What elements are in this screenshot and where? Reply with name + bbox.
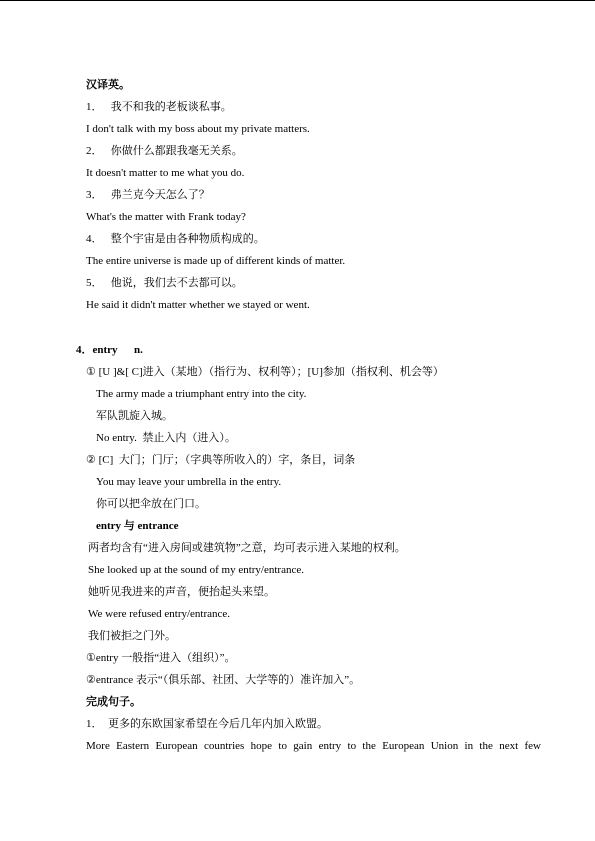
item-number: 2．: [86, 145, 103, 157]
translation-item-3: [86, 188, 210, 202]
comparison-note-2: ②entrance 表示“（俱乐部、社团、大学等的）准许加入”。: [86, 674, 361, 686]
entry-sense-2-example-zh: 你可以把伞放在门口。: [96, 498, 206, 510]
translation-answer-1: I don't talk with my boss about my private matters.: [86, 123, 310, 135]
translation-item-4: [86, 232, 265, 246]
completion-item-1-chinese: 1． 更多的东欧国家希望在今后几年内加入欧盟。: [86, 718, 328, 730]
entry-sense-1-example-2: No entry. 禁止入内（进入）。: [96, 432, 236, 444]
translation-answer-5: He said it didn't matter whether we stayed or went.: [86, 299, 310, 311]
comparison-example-1-en: She looked up at the sound of my entry/entrance.: [88, 564, 304, 576]
translation-heading: 汉译英。: [86, 79, 130, 91]
item-number: 1．: [86, 101, 103, 113]
item-chinese: 你做什么都跟我毫无关系。: [110, 145, 243, 157]
item-number: 3．: [86, 189, 103, 201]
item-chinese: 我不和我的老板谈私事。: [110, 101, 232, 113]
comparison-note-1: ①entry 一般指“进入（组织）”。: [86, 652, 236, 664]
entry-sense-2-definition: ② [C] 大门；门厅；（字典等所收入的）字，条目，词条: [86, 454, 356, 466]
translation-item-1: [86, 100, 232, 114]
comparison-example-1-zh: 她听见我进来的声音，便抬起头来望。: [88, 586, 275, 598]
item-number: 4．: [86, 233, 103, 245]
comparison-description: 两者均含有“进入房间或建筑物”之意，均可表示进入某地的权利。: [88, 542, 406, 554]
item-number: 5．: [86, 277, 103, 289]
completion-item-1-english: More Eastern European countries hope to gain entry to the European Union in the next few: [86, 740, 541, 752]
translation-item-2: [86, 144, 243, 158]
entry-sense-1-definition: ① [U ]&[ C]进入（某地）（指行为、权利等）；[U]参加（指权利、机会等）: [86, 366, 444, 378]
translation-item-5: [86, 276, 243, 290]
entry-sense-1-example-zh: 军队凯旋入城。: [96, 410, 173, 422]
page-top-border: [0, 0, 595, 1]
comparison-example-2-en: We were refused entry/entrance.: [88, 608, 231, 620]
entry-sense-1-example-en: The army made a triumphant entry into the city.: [96, 388, 307, 400]
translation-answer-2: It doesn't matter to me what you do.: [86, 167, 245, 179]
completion-heading: 完成句子。: [86, 696, 141, 708]
entry-headword: 4．entry n.: [76, 344, 143, 356]
entry-sense-2-example-en: You may leave your umbrella in the entry.: [96, 476, 282, 488]
item-chinese: 他说，我们去不去都可以。: [110, 277, 243, 289]
translation-answer-4: The entire universe is made up of different kinds of matter.: [86, 255, 346, 267]
comparison-example-2-zh: 我们被拒之门外。: [88, 630, 176, 642]
comparison-title: entry 与 entrance: [96, 520, 179, 532]
translation-answer-3: What's the matter with Frank today?: [86, 211, 246, 223]
item-chinese: 整个宇宙是由各种物质构成的。: [110, 233, 265, 245]
item-chinese: 弗兰克今天怎么了？: [110, 189, 210, 201]
